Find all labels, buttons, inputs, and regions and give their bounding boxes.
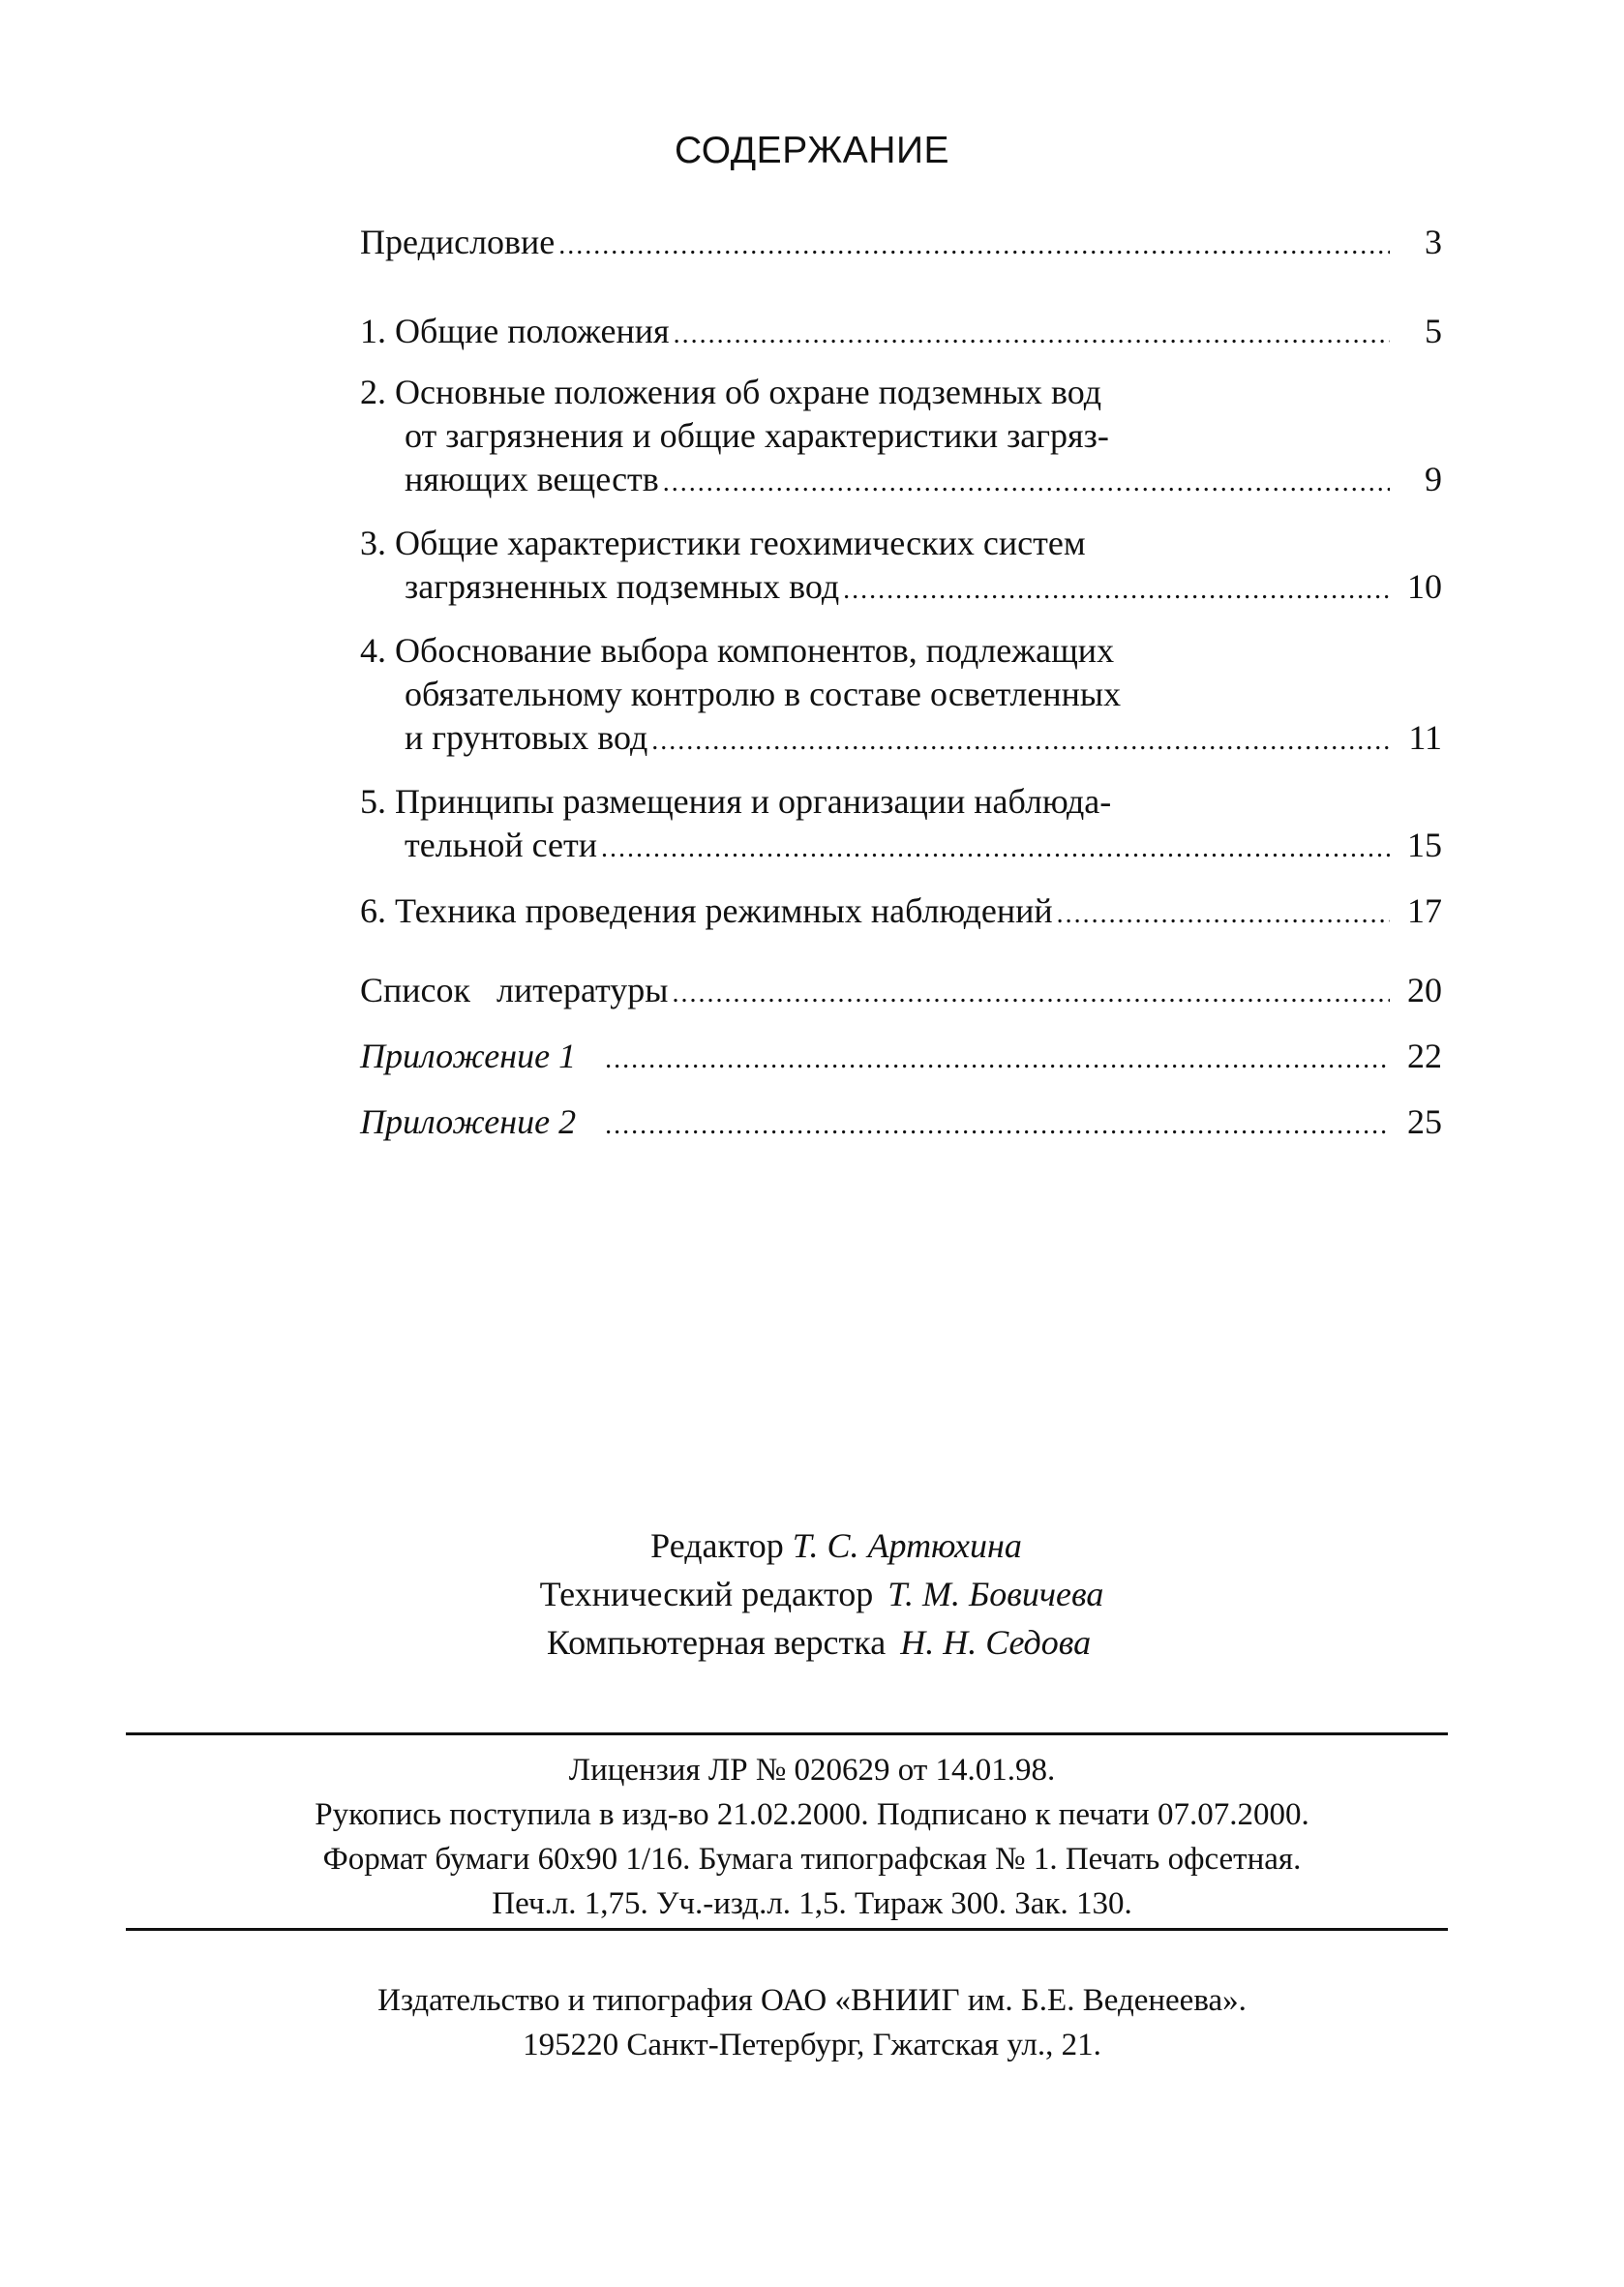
toc-page-number: 9 xyxy=(1425,460,1442,498)
imprint-block xyxy=(0,1748,1624,1926)
toc-leader-dots xyxy=(651,719,1390,763)
toc-leader-dots xyxy=(605,1103,1390,1147)
credit-name: Т. М. Бовичева xyxy=(887,1575,1104,1613)
toc-leader-dots xyxy=(601,827,1390,870)
publisher-address: 195220 Санкт-Петербург, Гжатская ул., 21. xyxy=(523,2028,1101,2062)
toc-entry-title: Приложение 1 xyxy=(360,1037,577,1075)
toc-entry-4 xyxy=(360,629,1442,763)
divider-top xyxy=(126,1732,1448,1735)
toc-entry-row xyxy=(360,221,1442,267)
toc-entry-5 xyxy=(360,780,1442,870)
toc-entry-row xyxy=(360,716,1442,763)
credit-name: Н. Н. Седова xyxy=(900,1623,1092,1662)
toc-entry-row xyxy=(360,458,1442,504)
toc-entry-title: Предисловие xyxy=(360,223,556,261)
toc-page-number: 15 xyxy=(1407,826,1442,864)
toc-leader-dots xyxy=(1057,892,1390,936)
toc-entry-title: Приложение 2 xyxy=(360,1102,577,1141)
credit-editor xyxy=(0,1521,1624,1570)
toc-entry-appendix-2 xyxy=(360,1100,1442,1147)
toc-entry-preface xyxy=(360,221,1442,267)
credit-name: Т. С. Артюхина xyxy=(792,1526,1022,1565)
toc-entry-row xyxy=(360,969,1442,1015)
toc-entry-appendix-1 xyxy=(360,1035,1442,1081)
credit-role: Технический редактор xyxy=(539,1575,874,1613)
toc-page-number: 22 xyxy=(1407,1037,1442,1075)
toc-page-number: 20 xyxy=(1407,971,1442,1009)
toc-leader-dots xyxy=(663,461,1390,504)
toc-entry-title: Список литературы xyxy=(360,971,669,1009)
toc-entry-row xyxy=(360,565,1442,612)
publisher-block xyxy=(0,1978,1624,2067)
toc-entry-row xyxy=(360,310,1442,356)
imprint-line: Формат бумаги 60х90 1/16. Бумага типографская № 1. Печать офсетная. xyxy=(322,1842,1302,1877)
toc-entry-line: 2. Основные положения об охране подземных вод xyxy=(360,373,1102,411)
credit-technical-editor xyxy=(0,1570,1624,1618)
table-of-contents xyxy=(360,221,1442,1147)
toc-leader-dots xyxy=(558,224,1390,267)
toc-entry-1 xyxy=(360,310,1442,356)
credits-block xyxy=(0,1521,1624,1667)
toc-entry-line: 5. Принципы размещения и организации наблюда- xyxy=(360,782,1112,821)
imprint-line: Рукопись поступила в изд-во 21.02.2000. Подписано к печати 07.07.2000. xyxy=(315,1797,1309,1832)
imprint-line: Печ.л. 1,75. Уч.-изд.л. 1,5. Тираж 300. Зак. 130. xyxy=(492,1886,1132,1921)
toc-entry-2 xyxy=(360,371,1442,504)
toc-page-number: 5 xyxy=(1425,312,1442,350)
toc-leader-dots xyxy=(843,568,1390,612)
toc-entry-title: 1. Общие положения xyxy=(360,312,670,350)
toc-entry-title: тельной сети xyxy=(405,826,598,864)
toc-entry-3 xyxy=(360,522,1442,612)
toc-leader-dots xyxy=(674,313,1390,356)
toc-entry-row xyxy=(360,889,1442,936)
toc-entry-title: загрязненных подземных вод xyxy=(405,567,840,606)
toc-leader-dots xyxy=(672,972,1390,1015)
toc-entry-line: 3. Общие характеристики геохимических систем xyxy=(360,524,1086,562)
toc-heading: СОДЕРЖАНИЕ xyxy=(674,130,950,171)
toc-entry-line: от загрязнения и общие характеристики загряз- xyxy=(405,416,1109,455)
credit-role: Редактор xyxy=(650,1526,784,1565)
toc-page-number: 17 xyxy=(1407,891,1442,930)
imprint-line: Лицензия ЛР № 020629 от 14.01.98. xyxy=(568,1753,1056,1788)
toc-page-number: 10 xyxy=(1407,567,1442,606)
toc-page-number: 25 xyxy=(1407,1102,1442,1141)
toc-entry-title: и грунтовых вод xyxy=(405,718,648,757)
toc-entry-title: 6. Техника проведения режимных наблюдений xyxy=(360,891,1053,930)
toc-entry-row xyxy=(360,1100,1442,1147)
credit-role: Компьютерная верстка xyxy=(546,1623,887,1662)
toc-page-number: 11 xyxy=(1408,718,1442,757)
toc-entry-line: 4. Обоснование выбора компонентов, подлежащих xyxy=(360,631,1115,670)
toc-entry-title: няющих веществ xyxy=(405,460,659,498)
toc-leader-dots xyxy=(605,1038,1390,1081)
publisher-line: Издательство и типография ОАО «ВНИИГ им. Б.Е. Веденеева». xyxy=(377,1983,1247,2018)
toc-entry-6 xyxy=(360,889,1442,936)
toc-entry-row xyxy=(360,1035,1442,1081)
toc-entry-references xyxy=(360,969,1442,1015)
toc-entry-row xyxy=(360,824,1442,870)
toc-page-number: 3 xyxy=(1425,223,1442,261)
credit-layout xyxy=(0,1618,1624,1667)
divider-bottom xyxy=(126,1928,1448,1931)
toc-entry-line: обязательному контролю в составе осветленных xyxy=(405,675,1122,713)
